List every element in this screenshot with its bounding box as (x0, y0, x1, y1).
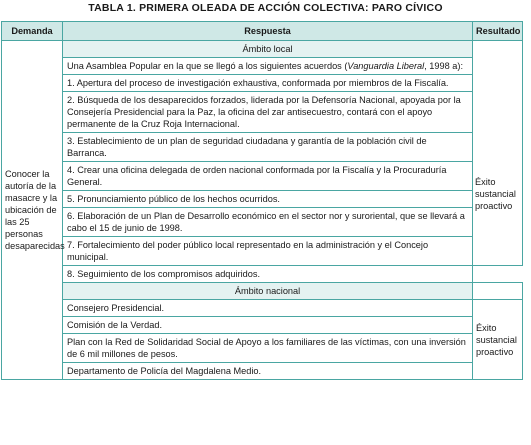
local-item-5: 5. Pronunciamiento público de los hechos ocurridos. (63, 191, 473, 208)
blank-cell (473, 283, 523, 300)
section-row-local (2, 41, 523, 58)
data-table (1, 21, 523, 380)
local-item-3: 3. Establecimiento de un plan de seguridad ciudadana y garantía de la población civil de Barranca. (63, 133, 473, 162)
table-row (2, 75, 523, 92)
table-row (2, 237, 523, 266)
table-row (2, 191, 523, 208)
resultado-local: Éxito sustancial proactivo (475, 177, 516, 211)
header-row (2, 22, 523, 41)
table-row (2, 317, 523, 334)
local-item-8: 8. Seguimiento de los compromisos adquiridos. (63, 266, 473, 283)
table-row (2, 363, 523, 380)
local-intro-after: , 1998 a): (424, 61, 464, 71)
local-item-4: 4. Crear una oficina delegada de orden nacional conformada por la Fiscalía y la Procuraduría General. (63, 162, 473, 191)
table-row (2, 208, 523, 237)
nacional-item-2: Comisión de la Verdad. (63, 317, 473, 334)
local-intro (63, 58, 473, 75)
table-row (2, 266, 523, 283)
nacional-item-3: Plan con la Red de Solidaridad Social de Apoyo a los familiares de las víctimas, con una inversión de 6 mil millones de pesos. (63, 334, 473, 363)
section-local-heading: Ámbito local (63, 41, 473, 58)
section-row-nacional (2, 283, 523, 300)
table-row (2, 92, 523, 133)
table-row (2, 300, 523, 317)
table-title: TABLA 1. PRIMERA OLEADA DE ACCIÓN COLECTIVA: PARO CÍVICO (88, 2, 443, 14)
section-nacional-heading: Ámbito nacional (63, 283, 473, 300)
nacional-item-1: Consejero Presidencial. (63, 300, 473, 317)
header-demanda: Demanda (2, 22, 63, 41)
local-item-2: 2. Búsqueda de los desaparecidos forzados, liderada por la Defensoría Nacional, apoyada por la Consejería Presidencial para la Paz, la oficina del zar antisecuestro, contará con el apoyo permanente de la Cruz Roja Internacional. (63, 92, 473, 133)
demanda-cell: Conocer la autoría de la masacre y la ubicación de las 25 personas desaparecidas (2, 41, 63, 380)
table-row (2, 58, 523, 75)
table-row (2, 162, 523, 191)
local-item-7: 7. Fortalecimiento del poder público local representado en la administración y el Concejo municipal. (63, 237, 473, 266)
table-row (2, 334, 523, 363)
table-row (2, 133, 523, 162)
nacional-item-4: Departamento de Policía del Magdalena Medio. (63, 363, 473, 380)
local-item-1: 1. Apertura del proceso de investigación exhaustiva, conformada por miembros de la Fiscalía. (63, 75, 473, 92)
local-intro-before: Una Asamblea Popular en la que se llegó a los siguientes acuerdos ( (67, 61, 348, 71)
local-item-6: 6. Elaboración de un Plan de Desarrollo económico en el sector nor y suroriental, que se llevará a cabo el 15 de junio de 1998. (63, 208, 473, 237)
header-resultado: Resultado (473, 22, 523, 41)
header-respuesta: Respuesta (63, 22, 473, 41)
resultado-nacional: Éxito sustancial proactivo (473, 300, 523, 380)
blank-cell (473, 41, 523, 266)
local-intro-source: Vanguardia Liberal (347, 61, 425, 71)
